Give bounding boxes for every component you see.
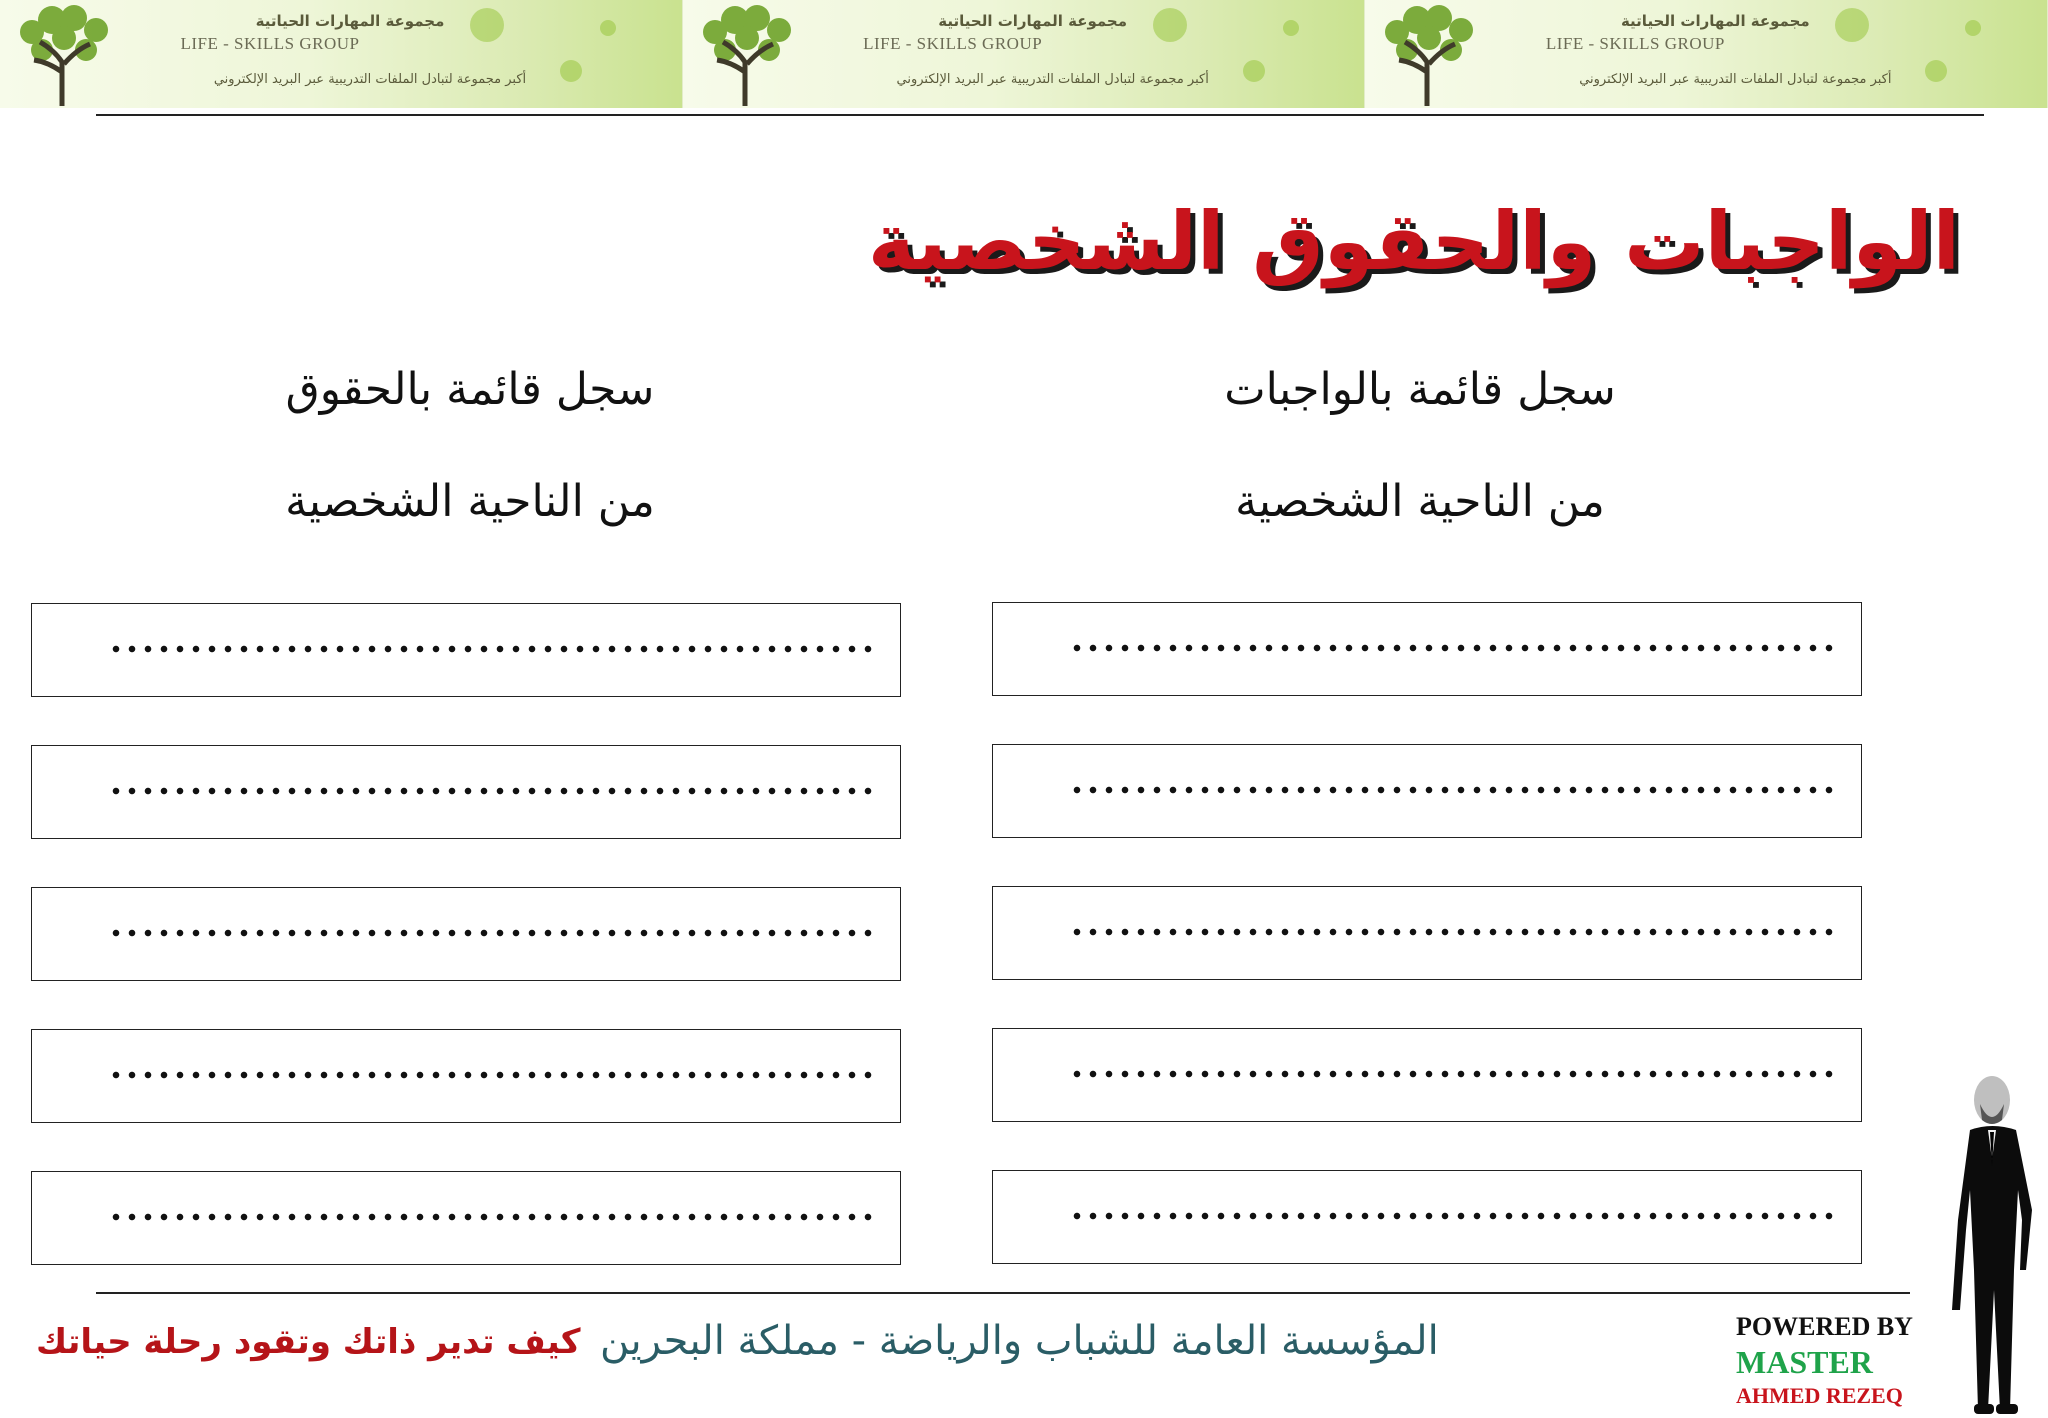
dotted-line [1069, 1205, 1841, 1227]
brand-name: MASTER [1736, 1344, 1873, 1380]
footer-organization: المؤسسة العامة للشباب والرياضة - مملكة البحرين [600, 1318, 1439, 1364]
page-title: الواجبات والحقوق الشخصية [867, 195, 1960, 288]
group-arabic-name: مجموعة المهارات الحياتية [255, 12, 445, 30]
rights-heading-line1: سجل قائمة بالحقوق [285, 364, 655, 415]
dotted-line [1069, 637, 1841, 659]
duties-heading-line1: سجل قائمة بالواجبات [1224, 364, 1616, 415]
powered-by-block [1736, 1312, 1913, 1409]
header-divider [96, 114, 1984, 116]
group-english-name: LIFE - SKILLS GROUP [863, 34, 1043, 53]
dotted-line [108, 780, 880, 802]
dotted-line [1069, 1063, 1841, 1085]
dotted-line [1069, 779, 1841, 801]
header-banner [0, 0, 2048, 108]
presenter-silhouette-icon [1940, 1070, 2048, 1418]
group-tagline: أكبر مجموعة لتبادل الملفات التدريبية عبر البريد الإلكتروني [1579, 72, 1892, 87]
powered-by-label: POWERED BY [1736, 1312, 1913, 1341]
right-answer-box[interactable] [31, 603, 901, 697]
duties-heading-line2: من الناحية الشخصية [1235, 476, 1605, 527]
duty-answer-box[interactable] [992, 602, 1862, 696]
banner-tile [0, 0, 683, 108]
dotted-line [1069, 921, 1841, 943]
group-tagline: أكبر مجموعة لتبادل الملفات التدريبية عبر البريد الإلكتروني [213, 72, 527, 87]
group-arabic-name: مجموعة المهارات الحياتية [1620, 12, 1810, 30]
banner-tile [683, 0, 1366, 108]
tree-logo-icon [4, 2, 128, 106]
group-english-name: LIFE - SKILLS GROUP [180, 34, 360, 53]
right-answer-box[interactable] [31, 1171, 901, 1265]
tree-logo-icon [687, 2, 811, 106]
right-answer-box[interactable] [31, 745, 901, 839]
footer-divider [96, 1292, 1910, 1294]
group-tagline: أكبر مجموعة لتبادل الملفات التدريبية عبر البريد الإلكتروني [896, 72, 1209, 87]
footer-slogan: كيف تدير ذاتك وتقود رحلة حياتك [36, 1322, 581, 1362]
dotted-line [108, 922, 880, 944]
dotted-line [108, 1064, 880, 1086]
tree-logo-icon [1369, 2, 1493, 106]
group-english-name: LIFE - SKILLS GROUP [1545, 34, 1725, 53]
duty-answer-box[interactable] [992, 744, 1862, 838]
banner-tile [1365, 0, 2048, 108]
duty-answer-box[interactable] [992, 886, 1862, 980]
rights-heading-line2: من الناحية الشخصية [285, 476, 655, 527]
group-arabic-name: مجموعة المهارات الحياتية [938, 12, 1128, 30]
author-name: AHMED REZEQ [1736, 1383, 1903, 1408]
right-answer-box[interactable] [31, 1029, 901, 1123]
duty-answer-box[interactable] [992, 1028, 1862, 1122]
dotted-line [108, 638, 880, 660]
right-answer-box[interactable] [31, 887, 901, 981]
dotted-line [108, 1206, 880, 1228]
duty-answer-box[interactable] [992, 1170, 1862, 1264]
